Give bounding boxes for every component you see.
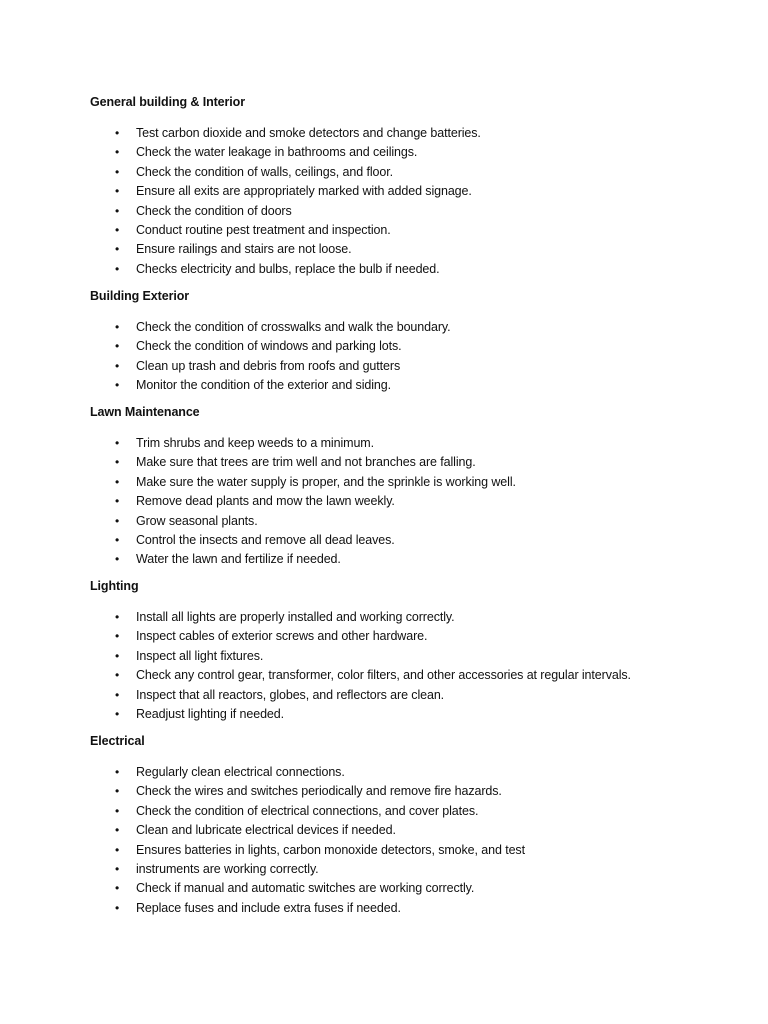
bullet-icon: • [115, 803, 120, 818]
list-item [90, 512, 730, 531]
bullet-icon: • [115, 494, 120, 509]
list-item [90, 608, 730, 627]
bullet-icon: • [115, 474, 120, 489]
list-item [90, 221, 730, 240]
list-item-text: Monitor the condition of the exterior and siding. [136, 378, 391, 393]
bullet-icon: • [115, 164, 120, 179]
list-item-text: Regularly clean electrical connections. [136, 765, 345, 779]
bullet-icon: • [115, 900, 120, 915]
list-item [90, 531, 730, 550]
bullet-icon: • [115, 842, 120, 857]
list-item-text: Inspect all light fixtures. [136, 648, 264, 663]
list-item [90, 434, 730, 453]
list-item [90, 782, 730, 801]
section-heading: Lighting [90, 579, 139, 593]
list-item-text: Check the condition of windows and parking lots. [136, 339, 402, 354]
list-item [90, 821, 730, 840]
list-item [90, 357, 730, 376]
list-item-text: Remove dead plants and mow the lawn weekly. [136, 494, 395, 509]
list-item [90, 182, 730, 201]
section-building-exterior [90, 288, 730, 396]
bullet-icon: • [115, 378, 120, 393]
list-item [90, 492, 730, 511]
list-item [90, 337, 730, 356]
bullet-icon: • [115, 784, 120, 799]
list-item-text: instruments are working correctly. [136, 862, 319, 877]
list-item-text: Replace fuses and include extra fuses if needed. [136, 900, 401, 915]
section-heading: Lawn Maintenance [90, 405, 200, 419]
list-item-text: Conduct routine pest treatment and inspection. [136, 223, 391, 238]
list-item-text: Trim shrubs and keep weeds to a minimum. [136, 436, 374, 450]
list-item-text: Check the water leakage in bathrooms and ceilings. [136, 145, 418, 160]
list-item-text: Make sure the water supply is proper, and the sprinkle is working well. [136, 474, 516, 489]
bullet-icon: • [115, 668, 120, 683]
bullet-icon: • [115, 881, 120, 896]
list-item-text: Check the condition of doors [136, 203, 292, 218]
list-item-text: Check any control gear, transformer, color filters, and other accessories at regular intervals. [136, 668, 631, 683]
list-item-text: Make sure that trees are trim well and not branches are falling. [136, 455, 476, 470]
list-item-text: Ensure all exits are appropriately marked with added signage. [136, 184, 472, 199]
bullet-list [90, 318, 730, 396]
list-item [90, 202, 730, 221]
list-item [90, 879, 730, 898]
section-heading: Building Exterior [90, 289, 190, 303]
list-item [90, 666, 730, 685]
bullet-icon: • [115, 862, 120, 877]
list-item-text: Ensure railings and stairs are not loose. [136, 242, 352, 257]
bullet-icon: • [115, 687, 120, 702]
list-item [90, 705, 730, 724]
list-item-text: Water the lawn and fertilize if needed. [136, 552, 341, 567]
list-item [90, 802, 730, 821]
bullet-icon: • [115, 765, 120, 779]
bullet-list [90, 434, 730, 570]
list-item [90, 763, 730, 782]
bullet-list [90, 608, 730, 724]
bullet-list [90, 124, 730, 279]
section-electrical [90, 733, 730, 918]
list-item [90, 841, 730, 860]
section-lawn-maintenance [90, 404, 730, 570]
bullet-icon: • [115, 552, 120, 567]
bullet-icon: • [115, 145, 120, 160]
list-item-text: Clean and lubricate electrical devices if needed. [136, 823, 396, 838]
list-item [90, 860, 730, 879]
list-item-text: Check the condition of walls, ceilings, and floor. [136, 164, 393, 179]
list-item-text: Ensures batteries in lights, carbon monoxide detectors, smoke, and test [136, 842, 525, 857]
bullet-icon: • [115, 436, 120, 450]
bullet-icon: • [115, 242, 120, 257]
bullet-icon: • [115, 533, 120, 548]
section-lighting [90, 578, 730, 724]
list-item-text: Checks electricity and bulbs, replace the bulb if needed. [136, 261, 440, 276]
section-general-building-interior [90, 94, 730, 279]
bullet-icon: • [115, 261, 120, 276]
list-item [90, 473, 730, 492]
section-heading: Electrical [90, 734, 145, 748]
bullet-icon: • [115, 455, 120, 470]
list-item [90, 376, 730, 395]
section-heading: General building & Interior [90, 95, 245, 109]
list-item [90, 647, 730, 666]
list-item [90, 627, 730, 646]
bullet-icon: • [115, 629, 120, 644]
bullet-icon: • [115, 513, 120, 528]
bullet-icon: • [115, 223, 120, 238]
list-item-text: Check if manual and automatic switches are working correctly. [136, 881, 475, 896]
list-item-text: Grow seasonal plants. [136, 513, 258, 528]
list-item-text: Inspect cables of exterior screws and other hardware. [136, 629, 428, 644]
list-item-text: Inspect that all reactors, globes, and reflectors are clean. [136, 687, 445, 702]
bullet-list [90, 763, 730, 918]
list-item [90, 124, 730, 143]
bullet-icon: • [115, 339, 120, 354]
bullet-icon: • [115, 358, 120, 373]
list-item-text: Test carbon dioxide and smoke detectors and change batteries. [136, 126, 481, 140]
list-item [90, 550, 730, 569]
list-item [90, 453, 730, 472]
bullet-icon: • [115, 320, 120, 334]
list-item-text: Readjust lighting if needed. [136, 707, 284, 722]
list-item-text: Check the condition of electrical connections, and cover plates. [136, 803, 479, 818]
bullet-icon: • [115, 707, 120, 722]
list-item [90, 240, 730, 259]
bullet-icon: • [115, 126, 120, 140]
bullet-icon: • [115, 823, 120, 838]
bullet-icon: • [115, 648, 120, 663]
bullet-icon: • [115, 610, 120, 624]
list-item [90, 260, 730, 279]
list-item-text: Check the wires and switches periodically and remove fire hazards. [136, 784, 502, 799]
list-item [90, 899, 730, 918]
list-item [90, 686, 730, 705]
list-item-text: Clean up trash and debris from roofs and gutters [136, 358, 401, 373]
bullet-icon: • [115, 203, 120, 218]
list-item [90, 143, 730, 162]
bullet-icon: • [115, 184, 120, 199]
list-item-text: Install all lights are properly installed and working correctly. [136, 610, 455, 624]
list-item [90, 318, 730, 337]
list-item-text: Control the insects and remove all dead leaves. [136, 533, 395, 548]
list-item [90, 163, 730, 182]
list-item-text: Check the condition of crosswalks and walk the boundary. [136, 320, 451, 334]
